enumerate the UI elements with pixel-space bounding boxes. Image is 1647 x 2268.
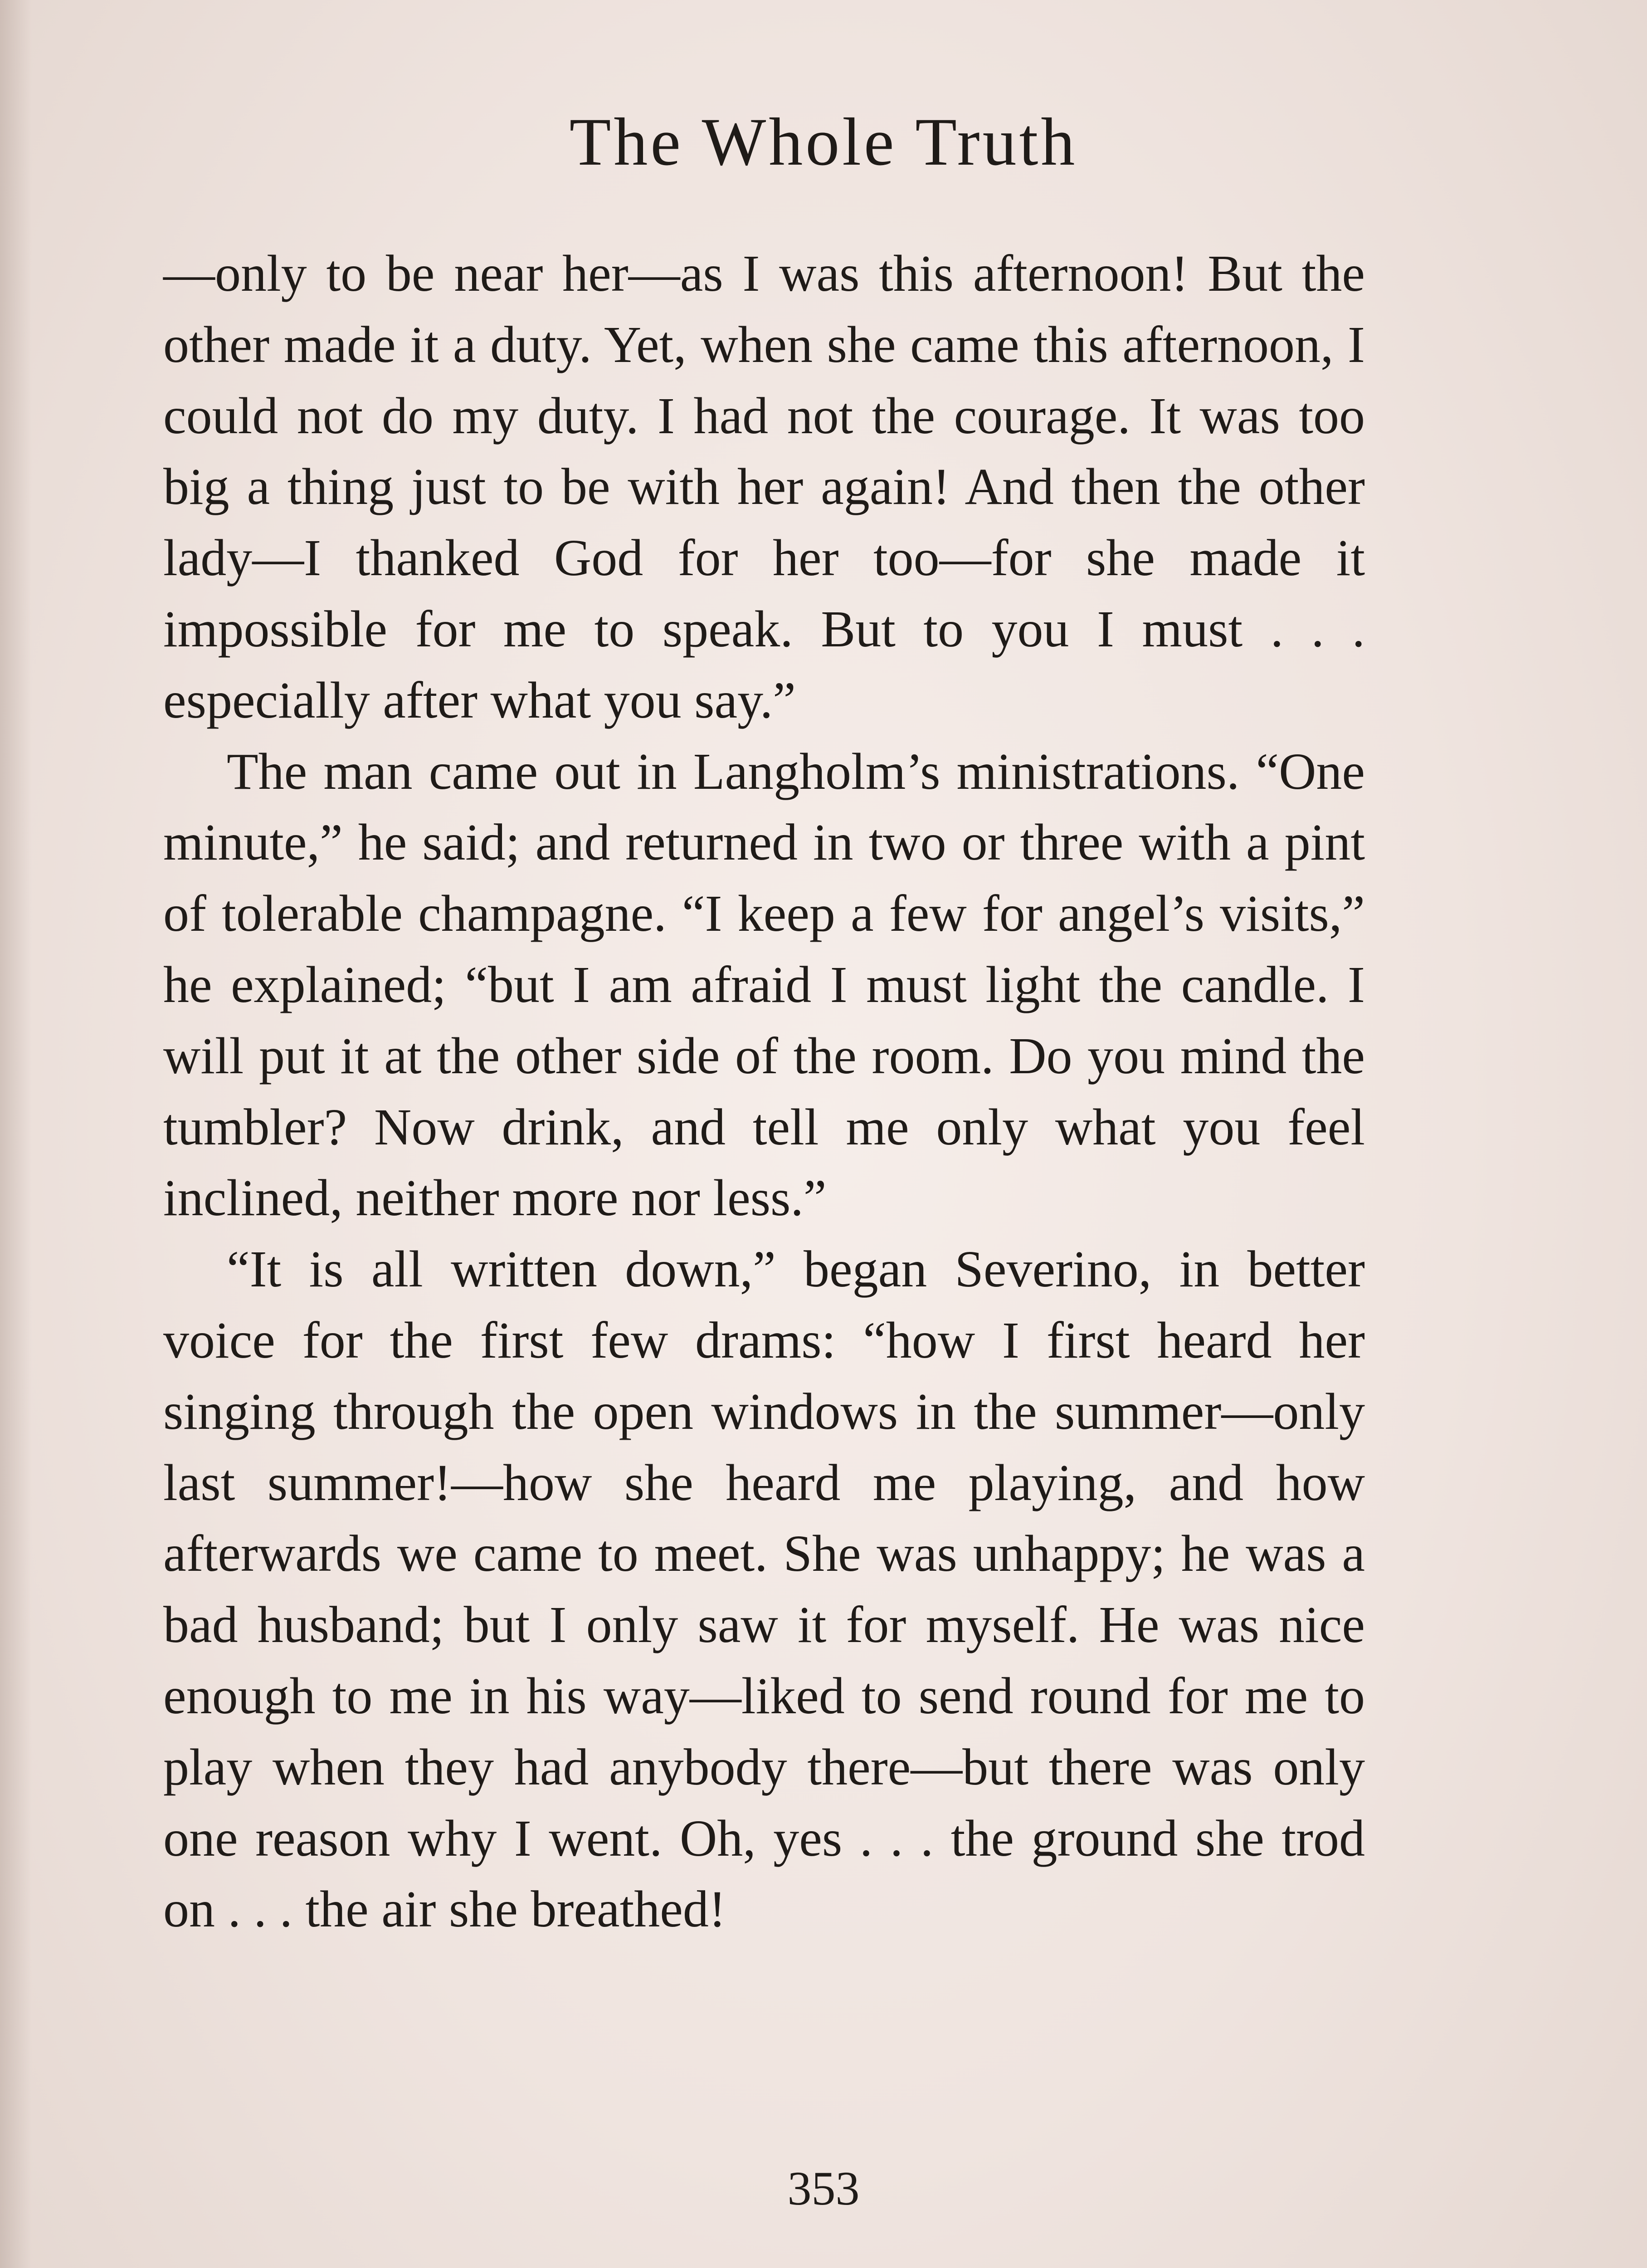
- running-head: The Whole Truth: [569, 104, 1078, 180]
- page-number: 353: [787, 2162, 860, 2215]
- body-text: [163, 238, 1365, 1945]
- page-edge-shadow: [0, 0, 32, 2268]
- paragraph-2: The man came out in Langholm’s ministrations. “One minute,” he said; and returned in two or three with a pint of tolerable champagne. “I keep a few for angel’s visits,” he explained; “but I am afraid I must light the candle. I will put it at the other side of the room. Do you mind the tumbler? Now drink, and tell me only what you feel inclined, neither more nor less.”: [163, 742, 1365, 1227]
- paragraph-1: —only to be near her—as I was this afternoon! But the other made it a duty. Yet, when she came this afternoon, I could not do my duty. I had not the courage. It was too big a thing just to be with her again! And then the other lady—I thanked God for her too—for she made it impossible for me to speak. But to you I must . . . especially after what you say.”: [163, 244, 1365, 729]
- paragraph-3: “It is all written down,” began Severino, in better voice for the first few drams: “how I first heard her singing through the open windows in the summer—only last summer!—how she heard me playing, and how afterwards we came to meet. She was unhappy; he was a bad husband; but I only saw it for myself. He was nice enough to me in his way—liked to send round for me to play when they had anybody there—but there was only one reason why I went. Oh, yes . . . the ground she trod on . . . the air she breathed!: [163, 1240, 1365, 1938]
